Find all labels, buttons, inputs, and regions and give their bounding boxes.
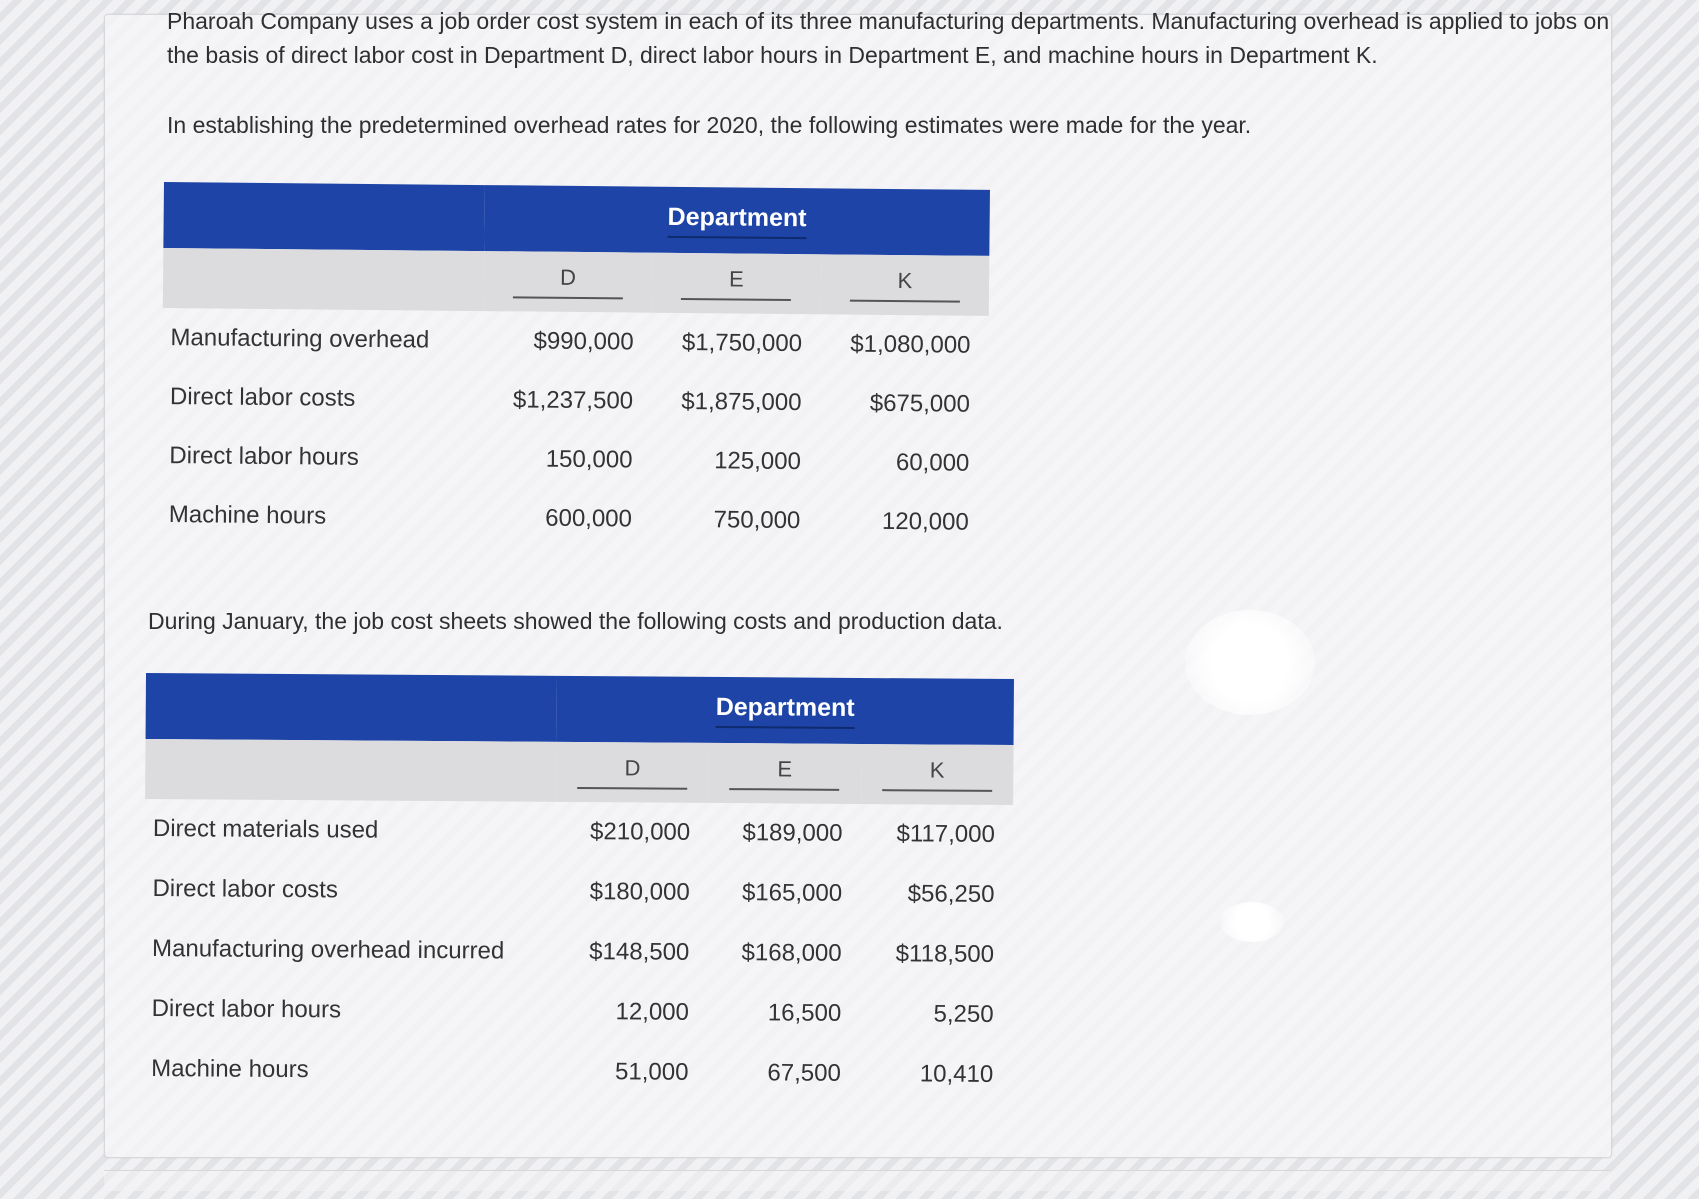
- estimates-header-blank: [163, 182, 484, 251]
- january-col-e: [708, 743, 861, 804]
- january-col-d-label: D: [577, 755, 687, 790]
- cell-k: 10,410: [919, 1060, 994, 1088]
- estimates-table: [161, 182, 990, 552]
- estimates-col-d-label: D: [513, 264, 623, 299]
- estimates-col-k-label: K: [850, 268, 960, 303]
- row-label: Direct labor costs: [152, 875, 338, 904]
- january-department-header: [556, 676, 1014, 745]
- cell-e: 16,500: [767, 999, 842, 1027]
- cell-e: $168,000: [741, 939, 842, 967]
- january-table: [143, 673, 1014, 1105]
- cell-k: $56,250: [907, 880, 995, 908]
- screen-glare: [1185, 610, 1315, 715]
- january-department-title: Department: [716, 692, 855, 728]
- screen-glare-small: [1220, 902, 1284, 942]
- cell-d: 51,000: [615, 1058, 689, 1086]
- cell-k: $1,080,000: [850, 330, 971, 359]
- estimates-department-title: Department: [667, 202, 806, 238]
- cell-e: 125,000: [714, 446, 802, 475]
- table-row: [143, 979, 1011, 1045]
- january-column-blank: [145, 739, 556, 802]
- cell-e: $1,875,000: [681, 387, 802, 416]
- table-row: [162, 308, 989, 375]
- cell-d: 150,000: [545, 445, 633, 474]
- table-row: [161, 426, 988, 493]
- cell-d: 12,000: [615, 998, 690, 1026]
- row-label: Manufacturing overhead incurred: [151, 935, 505, 965]
- january-column-header-row: [145, 739, 1013, 805]
- table-row: [143, 1039, 1011, 1105]
- cell-e: 67,500: [767, 1059, 841, 1087]
- row-label: Machine hours: [168, 500, 327, 530]
- estimates-col-e-label: E: [681, 266, 791, 301]
- estimates-intro-text: In establishing the predetermined overhead rates for 2020, the following estimates were made for the year.: [167, 112, 1252, 138]
- table-row: [144, 859, 1012, 925]
- cell-k: $675,000: [869, 389, 971, 418]
- row-label: Direct labor hours: [169, 441, 359, 471]
- row-label: Direct materials used: [152, 815, 379, 844]
- estimates-department-header: [484, 185, 990, 256]
- estimates-column-header-row: [163, 248, 990, 316]
- row-label: Direct labor costs: [169, 382, 356, 412]
- cell-d: 600,000: [545, 504, 633, 533]
- cell-k: $117,000: [896, 820, 995, 848]
- january-intro-text: During January, the job cost sheets showed the following costs and production data.: [148, 608, 1003, 634]
- problem-intro-text: Pharoah Company uses a job order cost system in each of its three manufacturing departments. Manufacturing overhead is applied to jobs on the basis of direct labor cost in Department D, direct labor hours in Department E, and machine hours in Department K.: [167, 8, 1610, 68]
- january-col-k: [861, 744, 1014, 805]
- cell-d: $210,000: [589, 818, 691, 846]
- january-col-d: [556, 742, 709, 803]
- january-col-e-label: E: [730, 756, 840, 791]
- estimates-department-header-row: [163, 182, 990, 256]
- row-label: Direct labor hours: [151, 995, 342, 1024]
- cell-e: $1,750,000: [681, 328, 803, 357]
- cell-k: 60,000: [895, 448, 970, 477]
- cell-d: $1,237,500: [512, 385, 634, 415]
- estimates-column-blank: [163, 248, 484, 311]
- estimates-col-e: [652, 253, 821, 315]
- cell-k: $118,500: [895, 940, 995, 968]
- cell-k: 120,000: [881, 507, 969, 536]
- row-label: Machine hours: [151, 1055, 309, 1084]
- cell-e: $189,000: [742, 819, 843, 847]
- cell-d: $180,000: [589, 878, 690, 906]
- january-col-k-label: K: [882, 757, 992, 792]
- table-row: [161, 485, 988, 552]
- estimates-col-k: [820, 254, 989, 316]
- cell-e: $165,000: [741, 879, 843, 907]
- table-row: [144, 919, 1012, 985]
- next-panel-edge: [104, 1170, 1610, 1191]
- january-header-blank: [146, 673, 557, 742]
- cell-k: 5,250: [933, 1000, 994, 1028]
- row-label: Manufacturing overhead: [170, 323, 430, 354]
- table-row: [145, 799, 1013, 865]
- cell-d: $990,000: [533, 327, 634, 356]
- cell-d: $148,500: [589, 938, 690, 966]
- estimates-col-d: [484, 251, 653, 313]
- table-row: [162, 367, 989, 434]
- january-department-header-row: [146, 673, 1014, 745]
- cell-e: 750,000: [713, 505, 801, 534]
